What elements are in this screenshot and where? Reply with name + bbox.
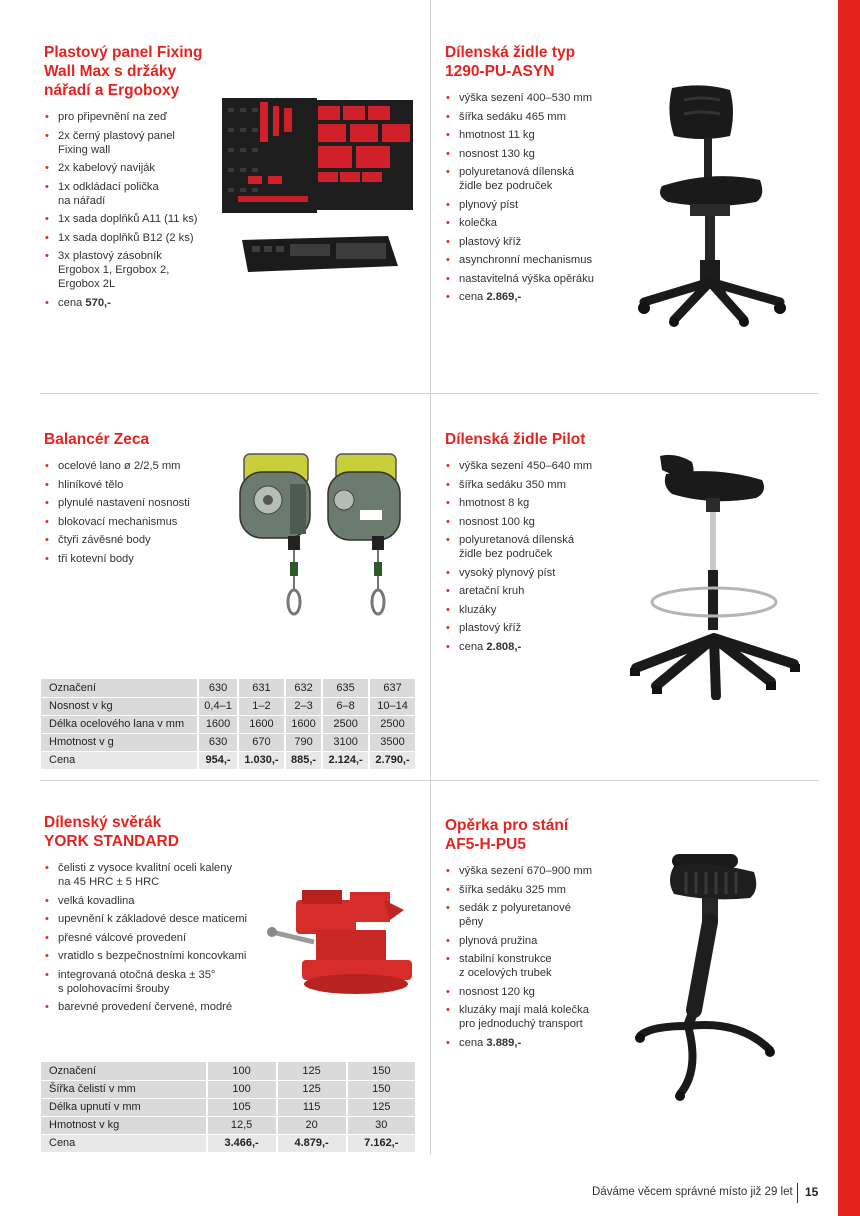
table-cell: 0,4–1 [198,697,238,715]
feature-text: • nosnost 130 kg [459,147,535,160]
table-cell: 2.790,- [369,751,415,769]
product-title [44,813,274,851]
feature-text: • plastový kříž [459,235,522,248]
feature-text: • plynový píst [459,198,519,211]
title-line: AF5-H-PU5 [445,836,526,853]
feature-list [44,459,224,566]
feature-text: • sedák z polyuretanové [459,902,571,914]
feature-text: • 3x plastový zásobník [58,250,162,262]
feature-item [44,212,214,226]
product-title [44,43,214,100]
feature-item [445,235,615,249]
chair-asyn-image [632,82,792,327]
feature-text: • polyuretanová dílenská [459,166,575,178]
feature-item [445,253,615,267]
feature-item [445,566,620,580]
page-edge-accent-bar [838,0,860,1216]
table-cell: 1600 [285,715,322,733]
table-cell: 885,- [285,751,322,769]
feature-text: • šířka sedáku 325 mm [459,883,566,896]
feature-item [445,901,625,929]
product-vise [44,813,274,1019]
product-chair-asyn [445,43,615,309]
table-cell: 670 [238,733,285,751]
feature-item [44,496,224,510]
feature-item [445,272,615,286]
feature-text: z ocelových trubek [459,967,552,979]
table-cell: 630 [198,733,238,751]
table-cell: 10–14 [369,697,415,715]
feature-text: s polohovacími šrouby [58,982,170,995]
feature-item [445,985,625,999]
feature-text: • vratidlo s bezpečnostními koncovkami [58,950,247,962]
product-title [44,430,224,449]
table-row [41,751,415,769]
table-cell: 2.124,- [322,751,369,769]
feature-text: • hliníkové tělo [58,478,124,491]
feature-item [445,952,625,980]
title-line: Dílenská židle Pilot [445,431,586,448]
table-cell: 7.162,- [347,1134,415,1152]
feature-list [44,110,214,310]
feature-text: • 2x kabelový naviják [58,162,156,174]
table-row [41,1116,415,1134]
table-row [41,733,415,751]
feature-text: pěny [459,916,484,928]
table-cell: 3.466,- [207,1134,277,1152]
price-label: cena [459,291,484,303]
feature-item [445,515,620,529]
title-line: Wall Max s držáky [44,63,177,80]
row-label: Hmotnost v kg [41,1116,207,1134]
feature-text: židle bez područek [459,548,553,560]
feature-item [445,864,625,878]
feature-text: • ocelové lano ø 2/2,5 mm [58,460,181,472]
page-number: 15 [805,1185,819,1199]
feature-text: • výška sezení 400–530 mm [459,92,593,104]
feature-item [44,949,274,963]
wall-panel-image [218,88,420,288]
feature-text: • kluzáky mají malá kolečka [459,1004,589,1016]
feature-text: na nářadí [58,194,106,207]
feature-item [445,584,620,598]
price-value: 2.869,- [486,291,522,303]
table-cell: 635 [322,679,369,697]
row-label: Označení [41,679,198,697]
feature-item [445,533,620,561]
feature-text: židle bez područek [459,180,553,192]
feature-text: • čelisti z vysoce kvalitní oceli kaleny [58,862,233,874]
table-cell: 115 [277,1098,347,1116]
row-label: Hmotnost v g [41,733,198,751]
table-row [41,679,415,697]
table-cell: 6–8 [322,697,369,715]
table-cell: 2500 [322,715,369,733]
feature-text: Ergobox 1, Ergobox 2, [58,264,170,276]
table-cell: 790 [285,733,322,751]
balancer-image [236,450,416,620]
product-title [445,816,625,854]
table-cell: 125 [277,1062,347,1080]
title-line: Dílenská židle typ [445,44,576,61]
feature-text: • vysoký plynový píst [459,566,556,579]
column-divider [430,0,431,392]
table-cell: 100 [207,1062,277,1080]
feature-text: pro jednoduchý transport [459,1018,583,1030]
table-cell: 631 [238,679,285,697]
feature-text: • 1x odkládací polička [58,180,159,193]
feature-item [445,110,615,124]
footer-separator [797,1183,798,1203]
table-cell: 20 [277,1116,347,1134]
feature-text: • výška sezení 670–900 mm [459,865,593,877]
title-line: Dílenský svěrák [44,814,162,831]
feature-text: • plynová pružina [459,934,538,947]
row-label: Cena [41,1134,207,1152]
price-item [445,640,620,654]
feature-item [445,459,620,473]
feature-text: • tři kotevní body [58,552,134,565]
table-cell: 4.879,- [277,1134,347,1152]
footer-slogan: Dáváme věcem správné místo již 29 let [592,1186,793,1198]
table-cell: 125 [277,1080,347,1098]
table-cell: 632 [285,679,322,697]
feature-text: • nosnost 100 kg [459,515,535,528]
table-row [41,1098,415,1116]
table-row [41,1062,415,1080]
feature-item [445,603,620,617]
table-cell: 3500 [369,733,415,751]
row-label: Délka ocelového lana v mm [41,715,198,733]
feature-text: • 1x sada doplňků A11 (11 ks) [58,213,198,225]
feature-text: • šířka sedáku 465 mm [459,110,566,123]
row-divider [40,780,818,781]
feature-item [44,931,274,945]
row-label: Délka upnutí v mm [41,1098,207,1116]
table-row [41,715,415,733]
vise-image [266,880,416,1000]
feature-text: • pro připevnění na zeď [58,111,167,123]
feature-item [44,552,224,566]
chair-pilot-image [626,450,806,700]
product-standing-support [445,816,625,1054]
feature-item [445,128,615,142]
row-label: Šířka čelistí v mm [41,1080,207,1098]
price-item [445,1036,625,1050]
feature-text: • aretační kruh [459,585,525,597]
feature-item [445,216,615,230]
standing-support-image [630,850,780,1105]
feature-text: • velká kovadlina [58,894,135,907]
table-row [41,1134,415,1152]
price-label: cena [58,296,83,309]
table-cell: 1–2 [238,697,285,715]
column-divider [430,782,431,1154]
table-cell: 630 [198,679,238,697]
price-label: cena [459,1036,484,1049]
feature-item [44,1000,274,1014]
feature-item [445,621,620,635]
table-cell: 637 [369,679,415,697]
feature-item [44,249,214,291]
feature-item [44,180,214,208]
table-cell: 150 [347,1062,415,1080]
feature-item [44,861,274,889]
table-cell: 12,5 [207,1116,277,1134]
feature-list [44,861,274,1014]
feature-item [44,110,214,124]
product-title [445,43,615,81]
feature-text: • hmotnost 11 kg [459,129,535,141]
row-label: Označení [41,1062,207,1080]
feature-text: • nosnost 120 kg [459,985,535,998]
title-line: 1290-PU-ASYN [445,63,555,80]
price-value: 2.808,- [486,640,522,653]
feature-text: • čtyři závěsné body [58,534,151,546]
feature-item [445,478,620,492]
feature-item [44,129,214,157]
table-cell: 1600 [198,715,238,733]
feature-text: • přesné válcové provedení [58,931,187,944]
product-chair-pilot [445,430,620,658]
feature-text: • nastavitelná výška opěráku [459,272,594,285]
feature-text: na 45 HRC ± 5 HRC [58,876,160,888]
feature-text: • polyuretanová dílenská [459,534,575,546]
title-line: Opěrka pro stání [445,817,569,834]
feature-text: • barevné provedení červené, modré [58,1001,233,1013]
table-cell: 2500 [369,715,415,733]
feature-text: • 2x černý plastový panel [58,129,175,142]
feature-item [445,91,615,105]
feature-item [44,459,224,473]
product-title [445,430,620,449]
feature-text: Ergobox 2L [58,278,116,290]
price-label: cena [459,640,484,653]
row-divider [40,393,818,394]
table-cell: 1600 [238,715,285,733]
feature-list [445,91,615,304]
feature-text: • šířka sedáku 350 mm [459,478,566,491]
product-panel [44,43,214,314]
feature-item [445,496,620,510]
row-label: Nosnost v kg [41,697,198,715]
balancer-spec-table [41,679,415,770]
title-line: Plastový panel Fixing [44,44,203,61]
table-cell: 2–3 [285,697,322,715]
table-cell: 105 [207,1098,277,1116]
feature-text: • hmotnost 8 kg [459,497,530,509]
table-cell: 1.030,- [238,751,285,769]
feature-item [44,912,274,926]
feature-text: • upevnění k základové desce maticemi [58,913,248,925]
feature-text: • blokovací mechanismus [58,515,178,528]
product-balancer [44,430,224,570]
feature-text: • stabilní konstrukce [459,953,552,965]
column-divider [430,394,431,780]
feature-item [44,161,214,175]
feature-item [445,934,625,948]
feature-text: • plynulé nastavení nosnosti [58,497,190,509]
title-line: nářadí a Ergoboxy [44,82,180,99]
feature-item [445,883,625,897]
price-item [44,296,214,310]
table-cell: 954,- [198,751,238,769]
price-value: 3.889,- [486,1036,522,1049]
feature-text: • kluzáky [459,603,497,616]
feature-item [44,515,224,529]
table-cell: 100 [207,1080,277,1098]
feature-item [44,968,274,996]
price-item [445,290,615,304]
feature-text: • integrovaná otočná deska ± 35° [58,968,216,981]
feature-item [445,165,615,193]
feature-list [445,459,620,654]
table-cell: 150 [347,1080,415,1098]
feature-list [445,864,625,1050]
title-line: YORK STANDARD [44,833,179,850]
vise-spec-table [41,1062,415,1153]
feature-text: • výška sezení 450–640 mm [459,460,593,472]
feature-item [44,894,274,908]
table-row [41,697,415,715]
row-label: Cena [41,751,198,769]
table-row [41,1080,415,1098]
feature-text: • 1x sada doplňků B12 (2 ks) [58,231,194,244]
feature-item [445,147,615,161]
table-cell: 30 [347,1116,415,1134]
feature-item [445,198,615,212]
feature-text: • kolečka [459,217,497,229]
feature-item [44,231,214,245]
feature-item [445,1003,625,1031]
feature-text: Fixing wall [58,143,111,156]
price-value: 570,- [85,296,111,309]
feature-item [44,533,224,547]
feature-text: • plastový kříž [459,622,522,634]
table-cell: 125 [347,1098,415,1116]
table-cell: 3100 [322,733,369,751]
feature-text: • asynchronní mechanismus [459,254,593,266]
feature-item [44,478,224,492]
title-line: Balancér Zeca [44,431,150,448]
